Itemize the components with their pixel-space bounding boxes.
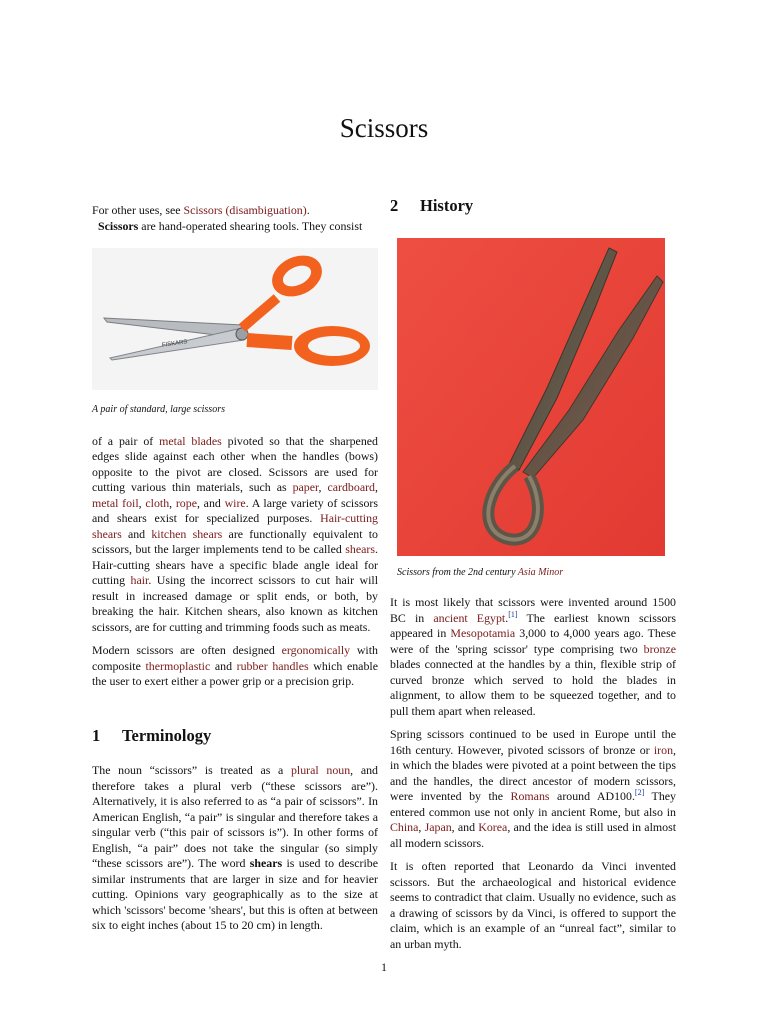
text: which enable the user to exert either a power grip or a precision grip. <box>92 658 378 688</box>
hatnote-suffix: . <box>306 203 310 217</box>
separator: , <box>375 480 378 494</box>
link-japan[interactable]: Japan <box>424 820 452 834</box>
text: . A large variety of scissors and shears exist for specialized purposes. <box>92 495 379 525</box>
link-hair-cutting-shears[interactable]: Hair-cutting shears <box>92 511 378 541</box>
link-wire[interactable]: wire <box>224 495 246 510</box>
figure-caption-history <box>397 566 676 579</box>
text: , in which the blades were pivoted at a point between the tips and the handles, the direct ancestor of modern scissors, were invented by the <box>390 742 676 803</box>
text: 3,000 to 4,000 years ago. These were of the 'spring scissor' type comprising two <box>390 626 676 656</box>
hatnote <box>92 203 378 219</box>
history-paragraph-3: It is often reported that Leonardo da Vinci invented scissors. But the archaeological and historical evidence seems to contradict that claim. Usually no evidence, such as a drawing of scissors by da Vinci, is offered to support the claim, which is an example of an “unreal fact”, similar to an urban myth. <box>390 859 676 951</box>
link-metal-foil[interactable]: metal foil <box>92 495 139 510</box>
section-title: History <box>420 196 474 215</box>
section-heading-history <box>390 198 676 214</box>
text: pivoted so that the sharpened edges slide against each other when the handles (bows) opposite to the pivot are closed. Scissors are used for cutting various thin materials, such as <box>92 433 378 494</box>
figure-ancient-scissors <box>397 238 676 580</box>
link-ergonomically[interactable]: ergonomically <box>281 643 351 657</box>
link-ancient-egypt[interactable]: ancient Egypt <box>433 610 506 625</box>
text: , and the idea is still used in almost all modern scissors. <box>390 820 676 850</box>
link-china[interactable]: China <box>390 820 419 834</box>
text: . Using the incorrect scissors to cut hair will result in increased damage or split ends, or both, by breaking the hair. Kitchen shears, also known as kitchen scissors, are for cutting and trimming foods such as meats. <box>92 573 378 634</box>
link-plural-noun[interactable]: plural noun <box>290 763 351 777</box>
bold-term: shears <box>249 856 283 870</box>
separator: , <box>169 495 176 510</box>
link-cardboard[interactable]: cardboard <box>327 480 376 494</box>
text: Spring scissors continued to be used in Europe until the 16th century. However, pivoted scissors of bronze or <box>390 727 676 757</box>
ancient-scissors-image <box>397 238 665 556</box>
intro-paragraph <box>92 434 378 636</box>
link-mesopotamia[interactable]: Mesopotamia <box>450 626 516 640</box>
figure-modern-scissors <box>92 248 378 416</box>
separator: , <box>418 820 425 834</box>
brand-label: FISKARS <box>161 339 188 349</box>
figure-caption: A pair of standard, large scissors <box>92 403 225 415</box>
text: and <box>210 658 237 673</box>
section-heading-terminology <box>92 725 378 745</box>
left-column <box>92 203 378 934</box>
page-number: 1 <box>381 960 387 974</box>
text: with composite <box>92 643 378 673</box>
text: blades connected at the handles by a thin, flexible strip of curved bronze which served to hold the blades in alignment, to allow them to be squeezed together, and to pull them apart when released. <box>390 657 676 718</box>
disambiguation-link[interactable]: Scissors (disambiguation) <box>183 203 307 217</box>
link-kitchen-shears[interactable]: kitchen shears <box>151 526 223 541</box>
link-thermoplastic[interactable]: thermoplastic <box>145 658 211 673</box>
text: The noun “scissors” is treated as a <box>92 763 291 777</box>
text: around AD100. <box>549 789 635 803</box>
separator: . <box>505 610 509 625</box>
link-paper[interactable]: paper <box>292 480 319 494</box>
section-title: Terminology <box>122 725 212 745</box>
text: Modern scissors are often designed <box>92 643 282 657</box>
intro-text: are hand-operated shearing tools. They consist <box>138 218 363 233</box>
link-rubber-handles[interactable]: rubber handles <box>236 658 309 673</box>
terminology-paragraph <box>92 763 378 934</box>
page-title: Scissors <box>339 113 429 143</box>
modern-paragraph <box>92 643 378 690</box>
link-asia-minor[interactable]: Asia Minor <box>517 567 564 578</box>
link-rope[interactable]: rope <box>175 495 197 510</box>
caption-text: Scissors from the 2nd century <box>397 567 518 578</box>
separator: , <box>318 480 328 494</box>
link-korea[interactable]: Korea <box>478 820 508 834</box>
text: They entered common use not only in ancient Rome, but also in <box>390 789 676 819</box>
link-iron[interactable]: iron <box>653 742 674 757</box>
reference-1[interactable]: [1] <box>508 609 518 619</box>
link-bronze[interactable]: bronze <box>643 641 676 656</box>
section-number: 1 <box>92 725 101 745</box>
text: are functionally equivalent to scissors, but the larger implements tend to be called <box>92 526 378 556</box>
separator: , <box>138 495 146 510</box>
text: . Hair-cutting shears have a specific blade angle ideal for cutting <box>92 542 378 587</box>
intro-first-line <box>92 219 378 235</box>
right-column <box>390 198 676 952</box>
reference-2[interactable]: [2] <box>634 788 645 798</box>
text: and <box>121 526 152 541</box>
text: , and therefore takes a plural verb (“these scissors are”). Alternatively, it is also referred to as “a pair of scissors”. In American English, “a pair” is singular and therefore takes a singular verb (“this pair of scissors is”). In other forms of English, “a pair” does not take the singular (so simply “these scissors are”). The word <box>92 763 378 870</box>
separator: , and <box>451 820 479 834</box>
text: of a pair of <box>92 433 160 448</box>
hatnote-prefix: For other uses, see <box>92 203 184 217</box>
text: is used to describe similar instruments that are larger in size and for heavier cutting. Opinions vary geographically as to the size at which 'scissors' become 'shears', but this is often at between six to eight inches (about 15 to 20 cm) in length. <box>92 856 378 932</box>
link-cloth[interactable]: cloth <box>145 495 170 510</box>
link-metal-blades[interactable]: metal blades <box>159 433 222 448</box>
link-romans[interactable]: Romans <box>510 789 550 803</box>
intro-bold-term: Scissors <box>98 218 139 233</box>
text: It is most likely that scissors were invented around 1500 BC in <box>390 595 676 625</box>
link-hair[interactable]: hair <box>130 573 149 587</box>
separator: , and <box>196 495 225 510</box>
modern-scissors-image <box>92 248 378 390</box>
link-shears[interactable]: shears <box>345 542 376 556</box>
history-paragraph-1 <box>390 595 676 719</box>
section-number: 2 <box>390 196 399 215</box>
history-paragraph-2 <box>390 727 676 851</box>
text: The earliest known scissors appeared in <box>390 610 676 640</box>
